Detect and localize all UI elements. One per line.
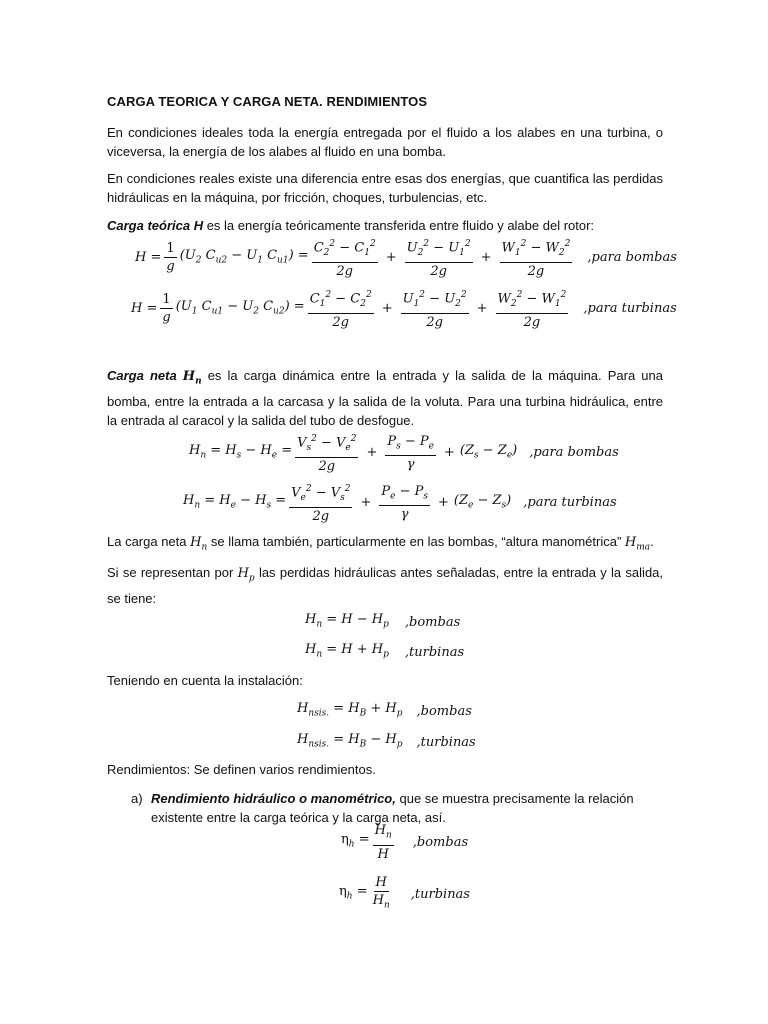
altura-text-a: La carga neta — [107, 534, 191, 549]
equation-hnsis-pumps: $H_{nsis.} = H_B + H_p$ ,bombas — [297, 701, 472, 719]
equation-hn-h-minus-hp: $H_n = H - H_p$ ,bombas — [305, 612, 461, 630]
equation-h-theoretical-pumps: H = $\frac{1}{g}$ ($U_2$ $C_{u2} - U_1$ $C_{u1}$) = $\frac{C_2^2 - C_1^2}{2g}$ + $\frac{U_2^2 - U_1^2}{2g}$ + $\frac{W_1^2 - W_2^2}{2g}$ ,para bombas — [135, 239, 677, 279]
carga-teorica-definition: es la energía teóricamente transferida entre fluido y alabe del rotor: — [203, 218, 595, 233]
list-item-rendimiento-hidraulico — [151, 789, 663, 827]
page-title: CARGA TEORICA Y CARGA NETA. RENDIMIENTOS — [107, 94, 428, 109]
paragraph-carga-neta: Carga neta $H_n$ es la carga dinámica entre la entrada y la salida de la máquina. Para una bomba, entre la entrada a la carcasa y la salida de la voluta. Para una turbina hidráulica, entre la entrada al caracol y la salida del tubo de desfogue. — [107, 368, 663, 428]
term-carga-teorica: Carga teórica H — [107, 218, 204, 233]
equation-hnsis-turbines: $H_{nsis.} = H_B - H_p$ ,turbinas — [297, 732, 476, 750]
equation-hn-pumps: $H_n = H_s - H_e$ = $\frac{V_s^2 - V_e^2}{2g}$ + $\frac{P_s - P_e}{\gamma}$ + $(Z_s - Z_e)$ ,para bombas — [189, 433, 619, 474]
label-para-turbinas: ,para turbinas — [583, 301, 677, 317]
paragraph-instalacion: Teniendo en cuenta la instalación: — [107, 673, 303, 688]
equation-hn-turbines: $H_n = H_e - H_s$ = $\frac{V_e^2 - V_s^2}{2g}$ + $\frac{P_e - P_s}{\gamma}$ + $(Z_e - Z_s)$ ,para turbinas — [183, 483, 617, 524]
paragraph-carga-teorica — [107, 216, 663, 235]
label-turbinas-3: ,turbinas — [410, 886, 470, 902]
term-rendimiento-hidraulico: Rendimiento hidráulico o manométrico, — [151, 791, 396, 806]
label-turbinas-2: ,turbinas — [416, 734, 476, 750]
label-hn-para-bombas: ,para bombas — [529, 445, 619, 461]
equation-eta-h-turbines: $\eta_h$ = $\frac{H}{H_n}$ ,turbinas — [339, 875, 470, 911]
list-marker-a: a) — [131, 791, 143, 806]
label-bombas-1: ,bombas — [404, 614, 461, 630]
label-bombas-3: ,bombas — [412, 834, 469, 850]
rendimiento-hidraulico-text: que se muestra precisamente la relación existente entre la carga teórica y la carga neta, así. — [151, 791, 634, 825]
paragraph-altura-manometrica: La carga neta $H_n$ se llama también, particularmente en las bombas, “altura manométrica” $H_{ma}$. — [107, 534, 654, 553]
equation-hn-h-plus-hp: $H_n = H + H_p$ ,turbinas — [305, 642, 465, 660]
label-para-bombas: ,para bombas — [587, 250, 677, 266]
paragraph-perdidas: Si se representan por $H_p$ las perdidas hidráulicas antes señaladas, entre la entrada y la salida, se tiene: — [107, 565, 664, 606]
label-bombas-2: ,bombas — [416, 703, 472, 719]
paragraph-rendimientos: Rendimientos: Se definen varios rendimientos. — [107, 762, 376, 777]
paragraph-real-conditions: En condiciones reales existe una diferencia entre esas dos energías, que cuantifica las perdidas hidráulicas en la máquina, por fricción, choques, turbulencias, etc. — [107, 171, 663, 205]
perdidas-text-b: las perdidas hidráulicas antes señaladas, entre la entrada y la salida, se tiene: — [107, 565, 664, 606]
label-hn-para-turbinas: ,para turbinas — [523, 495, 617, 511]
label-turbinas-1: ,turbinas — [404, 644, 465, 660]
perdidas-text-a: Si se representan por — [107, 565, 238, 580]
altura-text-b: se llama también, particularmente en las bombas, “altura manométrica” — [207, 534, 625, 549]
carga-neta-definition: es la carga dinámica entre la entrada y la salida de la máquina. Para una bomba, entre la entrada a la carcasa y la salida de la voluta. Para una turbina hidráulica, entre la entrada al caracol y la salida del tubo de desfogue. — [107, 368, 663, 428]
term-carga-neta: Carga neta — [107, 368, 177, 383]
paragraph-ideal-conditions: En condiciones ideales toda la energía entregada por el fluido a los alabes en una turbina, o viceversa, la energía de los alabes al fluido en una bomba. — [107, 125, 663, 159]
equation-eta-h-pumps: $\eta_h$ = $\frac{H_n}{H}$ ,bombas — [341, 823, 469, 862]
equation-h-theoretical-turbines: H = $\frac{1}{g}$ ($U_1$ $C_{u1} - U_2$ $C_{u2}$) = $\frac{C_1^2 - C_2^2}{2g}$ + $\frac{U_1^2 - U_2^2}{2g}$ + $\frac{W_2^2 - W_1^2}{2g}$ ,para turbinas — [131, 290, 677, 330]
